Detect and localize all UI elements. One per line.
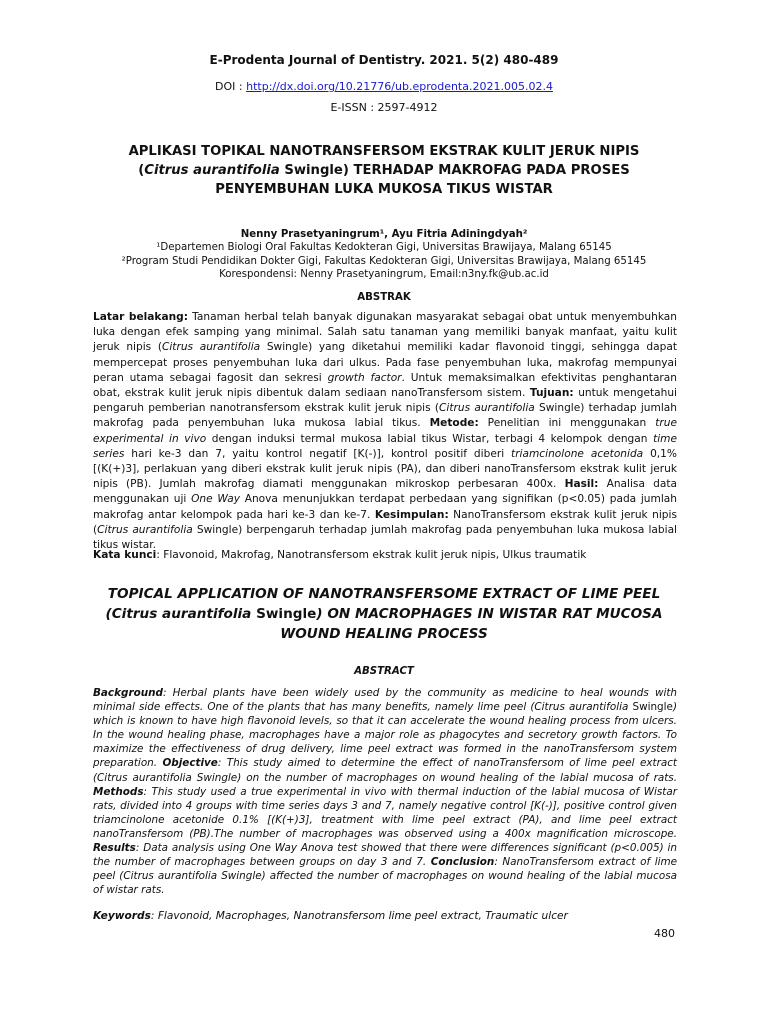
title-id-species: Citrus aurantifolia xyxy=(144,163,280,178)
kata-kunci-label: Kata kunci xyxy=(93,549,157,561)
abstract-conclusion-label: Conclusion xyxy=(430,856,495,869)
abstract-text: : This study used a true experimental in vivo with thermal induction of the labial mucosa of Wistar rats, divided into 4 groups with time series days 3 and 7, namely negative control [K(-)], positive control given triamcinolone acetonide 0.1% [(K(+)3], treatment with lime peel extract (PA), and lime peel extract nanoTransfersom (PB).The number of macrophages was observed using a 400x magnification microscope. xyxy=(93,785,677,840)
abstrak-heading: ABSTRAK xyxy=(357,292,411,303)
abstrak-text: 0,1% [(K(+)3], perlakuan yang diberi ekstrak kulit jeruk nipis (PA), dan diberi nanoTransfersom ekstrak kulit jeruk nipis (PB). Jumlah makrofag diamati menggunakan mikroskop perbesaran 400x. xyxy=(93,447,677,491)
kata-kunci-text: : Flavonoid, Makrofag, Nanotransfersom ekstrak kulit jeruk nipis, Ulkus traumatik xyxy=(156,549,587,561)
abstrak-text: Swingle) yang diketahui memiliki kadar flavonoid tinggi, sehingga dapat mempercepat proses penyembuhan luka dari ulkus. Pada fase penyembuhan luka, makrofag mempunyai peran utama sebagai fagosit dan sekresi xyxy=(93,341,677,384)
abstrak-text: Tanaman herbal telah banyak digunakan masyarakat sebagai obat untuk menyembuhkan luka dengan efek samping yang minimal. Salah satu tanaman yang memiliki banyak manfaat, yaitu kulit jeruk nipis ( xyxy=(93,311,677,354)
title-en-swingle: Swingle xyxy=(256,606,317,622)
title-id-line-1: APLIKASI TOPIKAL NANOTRANSFERSOM EKSTRAK KULIT JERUK NIPIS xyxy=(128,144,640,159)
abstrak-term: One Way xyxy=(191,493,241,506)
abstract-objective-label: Objective xyxy=(162,757,218,770)
abstrak-text: NanoTransfersom ekstrak kulit jeruk nipis ( xyxy=(93,508,677,536)
doi-line xyxy=(0,80,768,93)
abstrak-body xyxy=(93,310,677,553)
abstract-text: ) which is known to have high flavonoid levels, so that it can accelerate the wound healing process from ulcers. In the wound healing phase, macrophages have a major role as phagocytes and secretory growth factors. To maximize the effectiveness of drug delivery, lime peel extract was formed in the nanoTransfersom system preparation. xyxy=(93,701,677,770)
title-en-species: (Citrus aurantifolia xyxy=(105,606,257,622)
title-en-line-2-rest: ) ON MACROPHAGES IN WISTAR RAT MUCOSA xyxy=(316,606,663,622)
keywords-text: : Flavonoid, Macrophages, Nanotransfersom lime peel extract, Traumatic ulcer xyxy=(150,910,568,922)
abstract-text: : Herbal plants have been widely used by the community as medicine to heal wounds with minimal side effects. One of the plants that has many benefits, namely lime peel (Citrus aurantifolia xyxy=(93,687,677,714)
page-number: 480 xyxy=(654,927,675,940)
abstract-results-label: Results xyxy=(93,842,136,855)
title-id-paren: ( xyxy=(138,163,145,178)
abstrak-conclusion-label: Kesimpulan: xyxy=(374,508,449,521)
abstrak-text: Swingle) berpengaruh terhadap jumlah makrofag pada penyembuhan luka mukosa labial tikus wistar. xyxy=(93,523,678,552)
abstrak-species: Citrus aurantifolia xyxy=(439,402,535,415)
doi-link[interactable]: http://dx.doi.org/10.21776/ub.eprodenta.2021.005.02.4 xyxy=(246,80,553,93)
abstrak-method-label: Metode: xyxy=(429,417,479,430)
affiliation-2: ²Program Studi Pendidikan Dokter Gigi, Fakultas Kedokteran Gigi, Universitas Brawijaya, Malang 65145 xyxy=(121,255,647,267)
abstrak-species: Citrus aurantifolia xyxy=(97,523,193,536)
kata-kunci xyxy=(93,549,677,561)
abstract-text: : Data analysis using One Way Anova test showed that there were differences significant (p<0.005) in the number of macrophages between groups on day 3 and 7. xyxy=(93,842,677,869)
journal-header: E-Prodenta Journal of Dentistry. 2021. 5(2) 480-489 xyxy=(209,53,559,67)
title-id-line-2-rest: Swingle) TERHADAP MAKROFAG PADA PROSES xyxy=(279,163,630,178)
abstract-methods-label: Methods xyxy=(93,785,144,798)
correspondence: Korespondensi: Nenny Prasetyaningrum, Email:n3ny.fk@ub.ac.id xyxy=(219,269,549,281)
abstrak-text: untuk mengetahui pengaruh pemberian nanotransfersom ekstrak kulit jeruk nipis ( xyxy=(93,387,677,415)
abstrak-objective-label: Tujuan: xyxy=(529,387,574,400)
abstrak-text: Penelitian ini menggunakan xyxy=(478,417,656,430)
title-en-line-1: TOPICAL APPLICATION OF NANOTRANSFERSOME EXTRACT OF LIME PEEL xyxy=(107,586,661,602)
abstrak-result-label: Hasil: xyxy=(564,478,599,491)
title-id-line-2 xyxy=(90,161,678,180)
abstrak-species: Citrus aurantifolia xyxy=(161,341,261,354)
abstrak-text: . Untuk memaksimalkan efektivitas penghantaran obat, ekstrak kulit jeruk nipis dibentuk dalam sediaan nanoTransfersom sistem. xyxy=(93,371,677,400)
keywords-label: Keywords xyxy=(93,910,151,922)
title-en-line-2 xyxy=(80,604,688,624)
abstrak-term: true experimental in vivo xyxy=(93,417,677,445)
abstrak-text: hari ke-3 dan 7, yaitu kontrol negatif [K(-)], kontrol positif diberi xyxy=(124,447,512,460)
abstract-heading: ABSTRACT xyxy=(354,666,414,677)
title-en-line-3: WOUND HEALING PROCESS xyxy=(280,626,488,642)
keywords xyxy=(93,910,677,922)
abstrak-text: Swingle) terhadap jumlah makrofag pada penyembuhan luka mukosa labial tikus. xyxy=(93,402,677,430)
doi-label: DOI : xyxy=(215,80,247,93)
abstract-swingle: Swingle xyxy=(632,701,673,714)
abstrak-term: growth factor xyxy=(327,371,402,384)
issn-line: E-ISSN : 2597-4912 xyxy=(330,101,438,114)
abstrak-text: Anova menunjukkan terdapat perbedaan yang signifikan (p<0.05) pada jumlah makrofag antar kelompok pada hari ke-3 dan ke-7. xyxy=(93,493,677,521)
abstract-background-label: Background xyxy=(93,687,163,699)
abstract-text: : NanoTransfersom extract of lime peel (Citrus aurantifolia Swingle) affected the number of macrophages on wound healing of the labial mucosa of wistar rats. xyxy=(93,856,677,897)
title-id-line-3: PENYEMBUHAN LUKA MUKOSA TIKUS WISTAR xyxy=(215,182,553,197)
abstract-text: : This study aimed to determine the effect of nanoTransfersom of lime peel extract (Citrus aurantifolia Swingle) on the number of macrophages on wound healing of the labial mucosa of rats. xyxy=(93,757,677,784)
abstrak-background-label: Latar belakang: xyxy=(93,311,188,323)
abstrak-text: Analisa data menggunakan uji xyxy=(93,478,678,506)
author-names: Nenny Prasetyaningrum¹, Ayu Fitria Adiningdyah² xyxy=(240,229,528,240)
abstrak-text: dengan induksi termal mukosa labial tikus Wistar, terbagi 4 kelompok dengan xyxy=(206,432,654,445)
abstract-body xyxy=(93,686,677,897)
affiliation-1: ¹Departemen Biologi Oral Fakultas Kedokteran Gigi, Universitas Brawijaya, Malang 65145 xyxy=(156,242,612,254)
title-indonesian xyxy=(90,142,678,199)
title-english xyxy=(80,584,688,644)
abstrak-term: triamcinolone acetonida xyxy=(511,447,644,460)
author-block xyxy=(0,228,768,282)
abstrak-term: time series xyxy=(93,432,677,460)
